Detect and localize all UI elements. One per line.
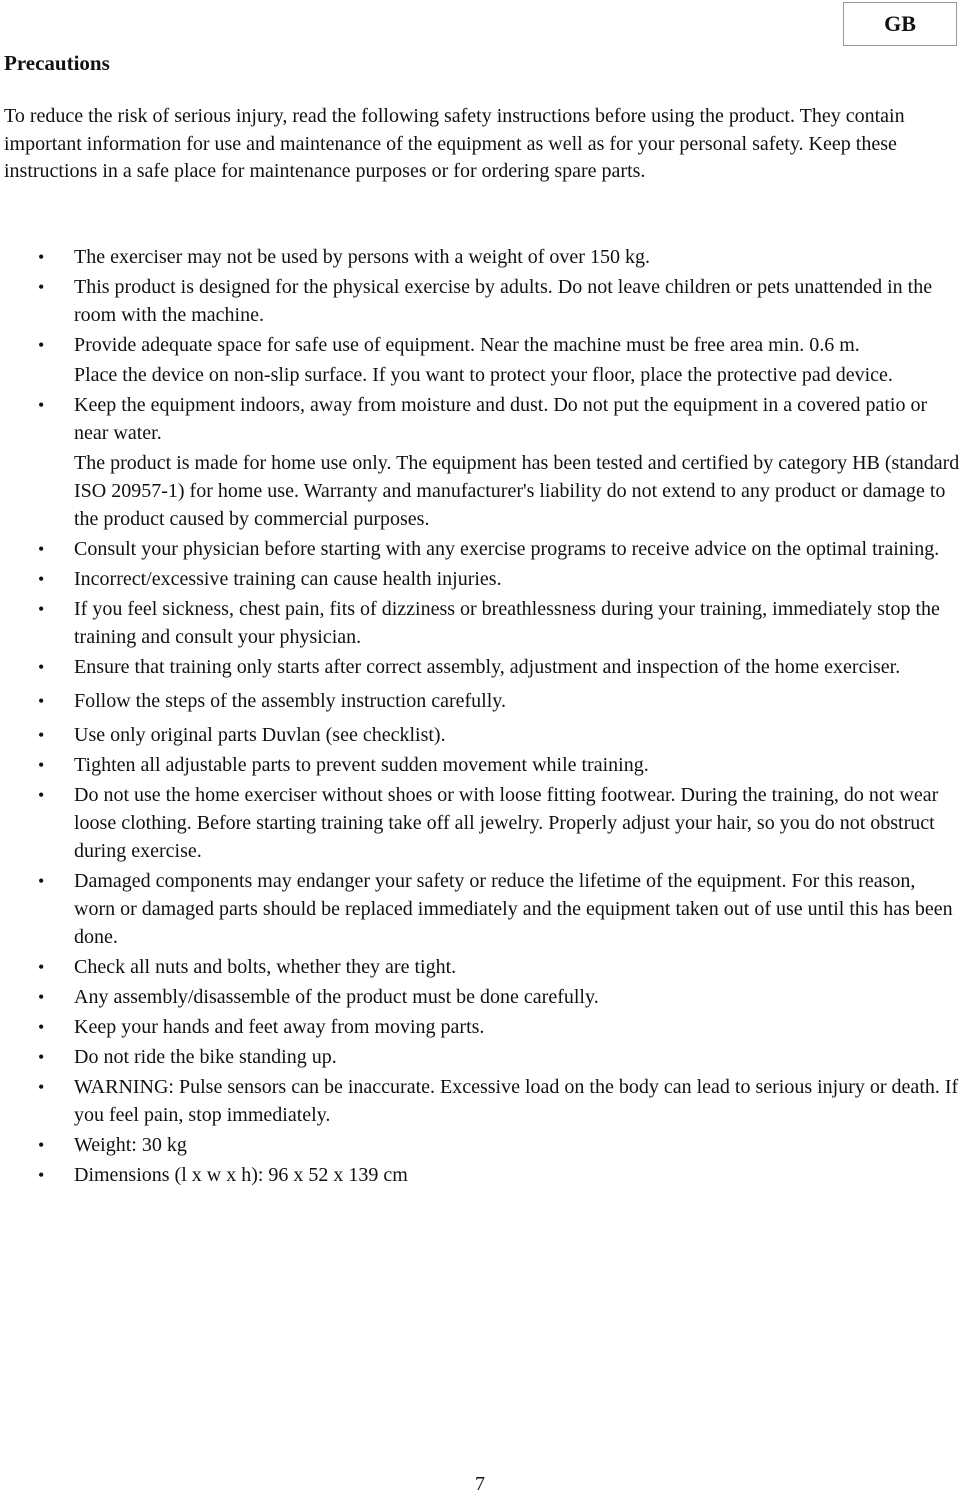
- bullet-icon: •: [38, 395, 45, 415]
- list-item-text: Provide adequate space for safe use of equipment. Near the machine must be free area min. 0.6 m.: [74, 334, 860, 356]
- list-item-text: Tighten all adjustable parts to prevent sudden movement while training.: [74, 754, 649, 776]
- bullet-icon: •: [38, 1077, 45, 1097]
- bullet-icon: •: [38, 871, 45, 891]
- bullet-icon: •: [38, 1017, 45, 1037]
- bullet-icon: •: [38, 569, 45, 589]
- list-item: [0, 751, 960, 779]
- bullet-icon: •: [38, 539, 45, 559]
- list-item: [0, 361, 960, 389]
- list-item-text: Weight: 30 kg: [74, 1134, 187, 1156]
- bullet-icon: •: [38, 725, 45, 745]
- list-item-text: Any assembly/disassemble of the product must be done carefully.: [74, 986, 599, 1008]
- page-title: Precautions: [4, 51, 110, 75]
- list-item: [0, 331, 960, 359]
- list-item: [0, 867, 960, 951]
- list-item-text: Follow the steps of the assembly instruction carefully.: [74, 690, 506, 712]
- list-item-text: WARNING: Pulse sensors can be inaccurate. Excessive load on the body can lead to serious injury or death. If you feel pain, stop immediately.: [74, 1076, 959, 1126]
- list-item-text: Consult your physician before starting with any exercise programs to receive advice on the optimal training.: [74, 538, 940, 560]
- bullet-icon: •: [38, 1047, 45, 1067]
- list-item-text: The exerciser may not be used by persons with a weight of over 150 kg.: [74, 246, 650, 268]
- bullet-icon: •: [38, 335, 45, 355]
- list-item: [0, 983, 960, 1011]
- list-item: [0, 243, 960, 271]
- list-item-text: Incorrect/excessive training can cause health injuries.: [74, 568, 502, 590]
- list-item: [0, 1161, 960, 1189]
- bullet-icon: •: [38, 755, 45, 775]
- list-item-text: The product is made for home use only. The equipment has been tested and certified by category HB (standard ISO 20957-1) for home use. Warranty and manufacturer's liability do not extend to any product or damage to the product caused by commercial purposes.: [74, 452, 960, 530]
- list-item: [0, 781, 960, 865]
- list-item-text: Damaged components may endanger your safety or reduce the lifetime of the equipment. For this reason, worn or damaged parts should be replaced immediately and the equipment taken out of use until this has been done.: [74, 870, 953, 948]
- bullet-icon: •: [38, 1135, 45, 1155]
- language-badge: GB: [843, 2, 957, 46]
- list-item: [0, 653, 960, 681]
- list-item-text: Use only original parts Duvlan (see checklist).: [74, 724, 446, 746]
- bullet-icon: •: [38, 1165, 45, 1185]
- list-item: [0, 391, 960, 447]
- list-item: [0, 595, 960, 651]
- page-number: 7: [475, 1473, 485, 1495]
- list-item: [0, 687, 960, 715]
- list-item-text: Ensure that training only starts after correct assembly, adjustment and inspection of the home exerciser.: [74, 656, 901, 678]
- intro-paragraph: To reduce the risk of serious injury, read the following safety instructions before using the product. They contain important information for use and maintenance of the equipment as well as for your personal safety. Keep these instructions in a safe place for maintenance purposes or for ordering spare parts.: [4, 105, 905, 182]
- precautions-list: [0, 243, 960, 1191]
- list-item-text: Do not ride the bike standing up.: [74, 1046, 337, 1068]
- bullet-icon: •: [38, 599, 45, 619]
- list-item-text: Place the device on non-slip surface. If you want to protect your floor, place the protective pad device.: [74, 364, 893, 386]
- list-item: [0, 1043, 960, 1071]
- bullet-icon: •: [38, 691, 45, 711]
- bullet-icon: •: [38, 957, 45, 977]
- list-item-text: Keep your hands and feet away from moving parts.: [74, 1016, 485, 1038]
- list-item-text: Do not use the home exerciser without shoes or with loose fitting footwear. During the training, do not wear loose clothing. Before starting training take off all jewelry. Properly adjust your hair, so you do not obstruct during exercise.: [74, 784, 939, 862]
- list-item-text: Dimensions (l x w x h): 96 x 52 x 139 cm: [74, 1164, 408, 1186]
- list-item: [0, 953, 960, 981]
- list-item-text: If you feel sickness, chest pain, fits of dizziness or breathlessness during your training, immediately stop the training and consult your physician.: [74, 598, 940, 648]
- list-item: [0, 273, 960, 329]
- list-item: [0, 1073, 960, 1129]
- bullet-icon: •: [38, 657, 45, 677]
- list-item: [0, 449, 960, 533]
- bullet-icon: •: [38, 785, 45, 805]
- bullet-icon: •: [38, 247, 45, 267]
- bullet-icon: •: [38, 277, 45, 297]
- bullet-icon: •: [38, 987, 45, 1007]
- list-item: [0, 535, 960, 563]
- list-item: [0, 565, 960, 593]
- list-item-text: This product is designed for the physical exercise by adults. Do not leave children or pets unattended in the room with the machine.: [74, 276, 933, 326]
- list-item-text: Keep the equipment indoors, away from moisture and dust. Do not put the equipment in a covered patio or near water.: [74, 394, 928, 444]
- list-item: [0, 1131, 960, 1159]
- list-item: [0, 1013, 960, 1041]
- list-item-text: Check all nuts and bolts, whether they are tight.: [74, 956, 457, 978]
- list-item: [0, 721, 960, 749]
